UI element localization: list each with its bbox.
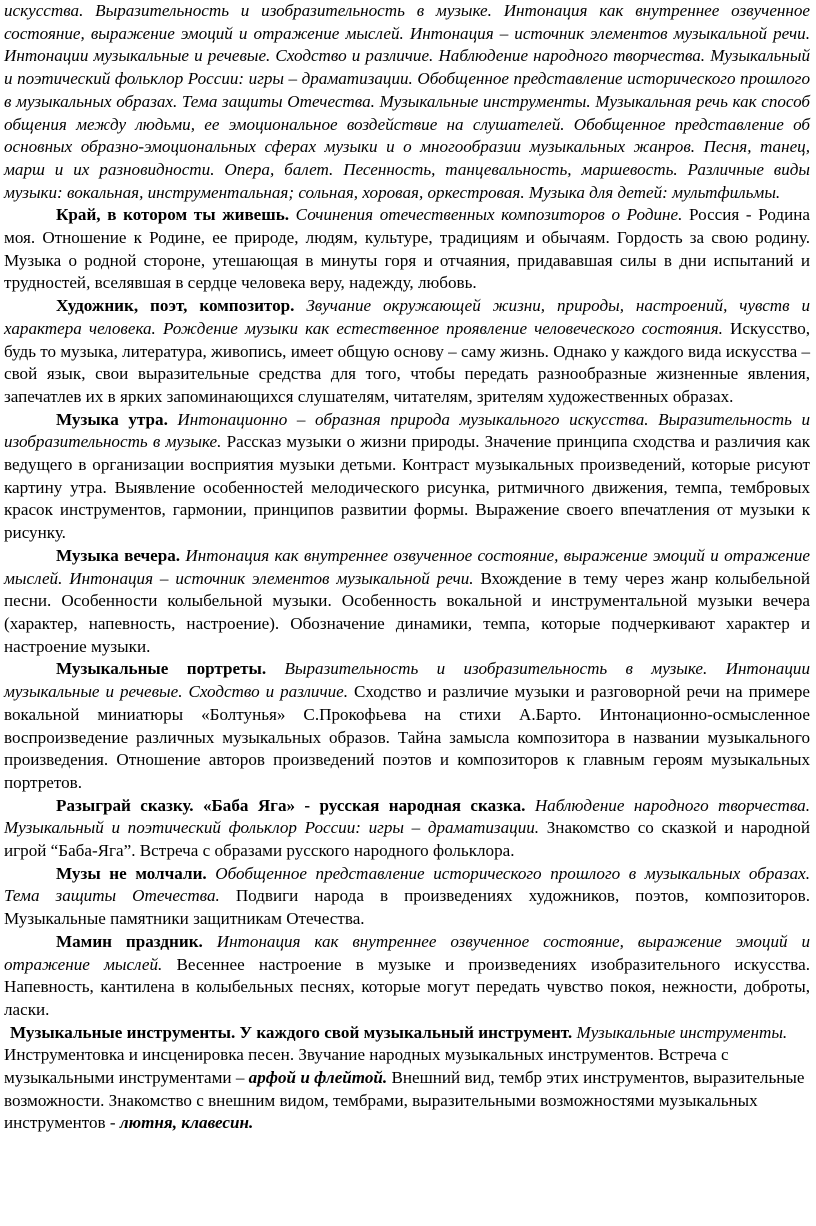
section-portrety-italic: Выразительность и изобразительность в музыке. Интонации музыкальные и речевые. Сходство и различие. xyxy=(4,659,810,702)
section-babayaga-text: Знакомство со сказкой и народной игрой “Баба-Яга”. Встреча с образами русского народного фольклора. xyxy=(4,818,810,861)
section-mamin-italic: Интонация как внутреннее озвученное состояние, выражение эмоций и отражение мыслей. xyxy=(4,931,810,974)
section-babayaga xyxy=(4,795,810,863)
section-mamin-text: Весеннее настроение в музыке и произведениях изобразительного искусства. Напевность, кантилена в колыбельных песнях, которые могут передать чувство покоя, нежности, доброты, ласки. xyxy=(4,954,810,1019)
section-hudozhnik-heading: Художник, поэт, композитор. xyxy=(56,296,295,316)
section-utro-italic: Интонационно – образная природа музыкального искусства. Выразительность и изобразительность в музыке. xyxy=(4,409,810,452)
section-utro-text: Рассказ музыки о жизни природы. Значение принципа сходства и различия как ведущего в организации восприятия музыки детьми. Контраст музыкальных произведений, которые рисуют картину утра. Выявление особенностей мелодического рисунка, ритмичного движения, темпа, тембровых красок инструментов, гармонии, принципов развитии формы. Выражение своего впечатления от музыки к рисунку. xyxy=(4,432,811,543)
section-instrumenty xyxy=(4,1022,810,1136)
section-instrumenty-heading: Музыкальные инструменты. У каждого свой музыкальный инструмент. xyxy=(10,1022,573,1042)
section-mamin xyxy=(4,931,810,1022)
section-instrumenty-harp-flute: арфой и флейтой. xyxy=(248,1068,388,1088)
section-utro-heading: Музыка утра. xyxy=(56,409,168,429)
section-krai xyxy=(4,204,810,295)
section-instrumenty-text-2: Внешний вид, тембр этих инструментов, выразительные возможности. Знакомство с внешним видом, тембрами, выразительными возможностями музыкальных инструментов - xyxy=(4,1068,805,1133)
section-hudozhnik-text: Искусство, будь то музыка, литература, живопись, имеет общую основу – саму жизнь. Однако у каждого вида искусства – свой язык, свои выразительные средства для того, чтобы передать разнообразные жизненные явления, запечатлев их в ярких запоминающихся слушателям, читателям, зрителям художественных образах. xyxy=(4,318,811,406)
section-portrety xyxy=(4,658,810,794)
section-instrumenty-italic: Музыкальные инструменты. xyxy=(572,1022,788,1042)
section-krai-italic: Сочинения отечественных композиторов о Родине. xyxy=(289,205,683,225)
section-babayaga-italic: Наблюдение народного творчества. Музыкальный и поэтический фольклор России: игры – драматизации. xyxy=(4,795,810,838)
section-hudozhnik-italic: Звучание окружающей жизни, природы, настроений, чувств и характера человека. Рождение музыки как естественное проявление человеческого состояния. xyxy=(4,296,810,338)
section-vecher-heading: Музыка вечера. xyxy=(56,545,181,565)
section-krai-heading: Край, в котором ты живешь. xyxy=(56,205,290,225)
section-muzy-text: Подвиги народа в произведениях художников, поэтов, композиторов. Музыкальные памятники защитникам Отечества. xyxy=(4,886,810,929)
section-mamin-heading: Мамин праздник. xyxy=(56,931,203,951)
section-portrety-heading: Музыкальные портреты. xyxy=(56,659,267,679)
intro-italic-text: искусства. Выразительность и изобразительность в музыке. Интонация как внутреннее озвученное состояние, выражение эмоций и отражение мыслей. Интонация – источник элементов музыкальной речи. Интонации музыкальные и речевые. Сходство и различие. Наблюдение народного творчества. Музыкальный и поэтический фольклор России: игры – драматизации. Обобщенное представление исторического прошлого в музыкальных образах. Тема защиты Отечества. Музыкальные инструменты. Музыкальная речь как способ общения между людьми, ее эмоциональное воздействие на слушателей. Обобщенное представление об основных образно-эмоциональных сферах музыки и о многообразии музыкальных жанров. Песня, танец, марш и их разновидности. Опера, балет. Песенность, танцевальность, маршевость. Различные виды музыки: вокальная, инструментальная; сольная, хоровая, оркестровая. Музыка для детей: мультфильмы. xyxy=(4,1,810,202)
section-vecher-text: Вхождение в тему через жанр колыбельной песни. Особенности колыбельной музыки. Особенность вокальной и инструментальной музыки вечера (характер, напевность, настроение). Обозначение динамики, темпа, которые подчеркивают характер и настроение музыки. xyxy=(4,568,810,656)
section-vecher-italic: Интонация как внутреннее озвученное состояние, выражение эмоций и отражение мыслей. Интонация – источник элементов музыкальной речи. xyxy=(4,545,810,588)
section-vecher xyxy=(4,545,810,659)
intro-paragraph xyxy=(4,0,810,204)
section-utro xyxy=(4,409,810,545)
section-hudozhnik xyxy=(4,295,810,409)
section-babayaga-heading: Разыграй сказку. «Баба Яга» - русская народная сказка. xyxy=(56,795,526,815)
section-muzy-italic: Обобщенное представление исторического прошлого в музыкальных образах. Тема защиты Отечества. xyxy=(4,863,810,906)
section-muzy xyxy=(4,863,810,931)
section-instrumenty-lute-harpsichord: лютня, клавесин. xyxy=(119,1113,254,1133)
section-muzy-heading: Музы не молчали. xyxy=(56,863,207,883)
section-instrumenty-text: Инструментовка и инсценировка песен. Звучание народных музыкальных инструментов. Встреча с музыкальными инструментами – xyxy=(4,1045,729,1088)
section-portrety-text: Сходство и различие музыки и разговорной речи на примере вокальной миниатюры «Болтунья» С.Прокофьева на стихи А.Барто. Интонационно-осмысленное воспроизведение различных музыкальных образов. Тайна замысла композитора в названии музыкального произведения. Отношение авторов произведений поэтов и композиторов к главным героям музыкальных портретов. xyxy=(4,682,810,792)
section-krai-text: Россия - Родина моя. Отношение к Родине, ее природе, людям, культуре, традициям и обычаям. Гордость за свою родину. Музыка о родной стороне, утешающая в минуты горя и отчаяния, придававшая силы в дни испытаний и трудностей, вселявшая в сердце человека веру, надежду, любовь. xyxy=(4,205,810,293)
